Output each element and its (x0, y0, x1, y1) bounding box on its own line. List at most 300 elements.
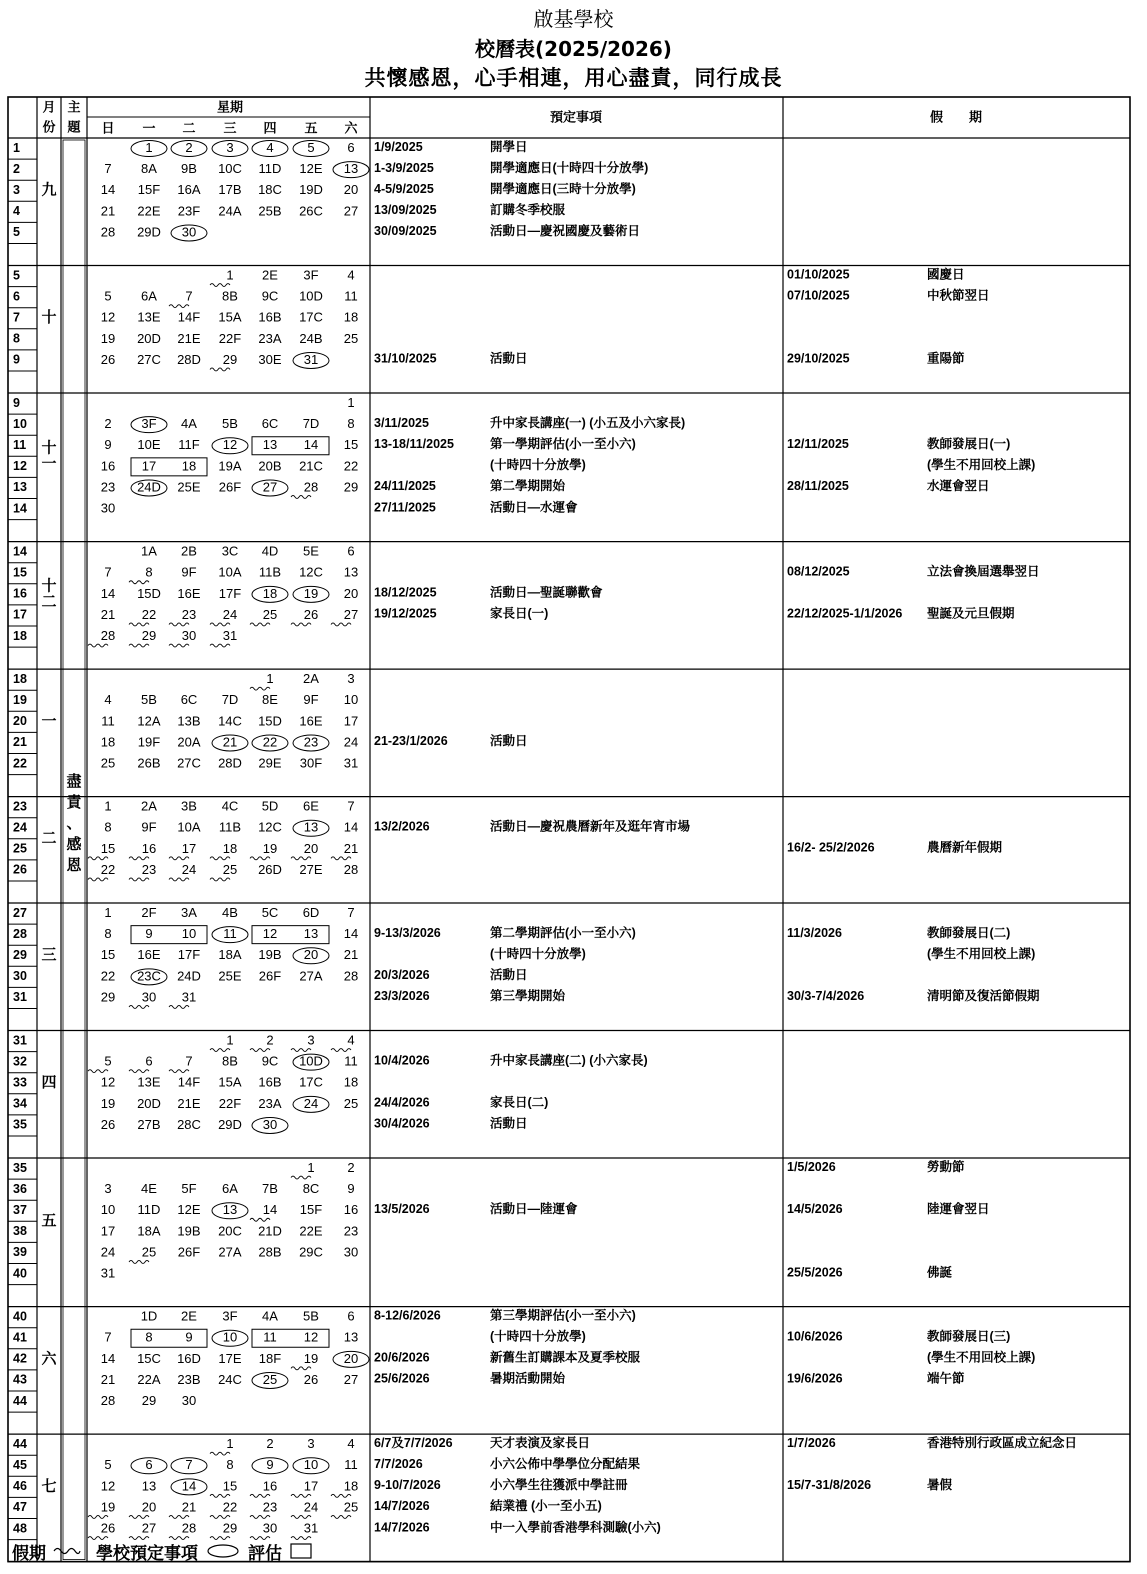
holiday-wave (291, 623, 311, 626)
holiday-wave (88, 1070, 108, 1073)
day-cell: 10D (299, 1053, 323, 1069)
day-cell: 18F (258, 1350, 282, 1366)
holiday-wave (250, 1515, 270, 1518)
day-cell: 25 (100, 755, 116, 771)
day-cell: 20 (303, 840, 319, 856)
day-cell: 2 (266, 1436, 274, 1452)
day-cell: 21 (222, 734, 238, 750)
day-cell: 28C (177, 1116, 201, 1132)
day-cell: 10 (181, 926, 197, 942)
event-text: 新舊生訂購課本及夏季校服 (490, 1350, 641, 1365)
day-cell: 20B (258, 458, 282, 474)
week-number: 9 (13, 395, 20, 410)
day-cell: 7 (347, 904, 355, 920)
day-cell: 17 (141, 458, 157, 474)
holiday-text: 水運會翌日 (927, 479, 990, 494)
day-cell: 21 (343, 947, 359, 963)
day-cell: 23 (303, 734, 319, 750)
day-cell: 15D (137, 585, 161, 601)
day-cell: 8 (104, 819, 112, 835)
holiday-text: (學生不用回校上課) (927, 947, 1036, 962)
day-cell: 21 (181, 1499, 197, 1515)
event-date: 8-12/6/2026 (374, 1308, 441, 1323)
holiday-wave (250, 857, 270, 860)
day-cell: 19 (262, 840, 278, 856)
week-number: 16 (13, 586, 27, 601)
day-cell: 17C (299, 309, 323, 325)
day-cell: 28D (218, 755, 242, 771)
day-cell: 5F (181, 1181, 197, 1197)
holiday-wave (210, 644, 230, 647)
week-number: 33 (13, 1075, 27, 1090)
day-cell: 11F (178, 437, 200, 453)
week-number: 11 (13, 438, 27, 453)
day-cell: 25 (343, 1499, 359, 1515)
day-cell: 4A (181, 416, 197, 432)
day-cell: 2 (104, 416, 112, 432)
week-number: 31 (13, 1033, 27, 1048)
day-cell: 27 (141, 1520, 157, 1536)
day-cell: 8 (145, 564, 153, 580)
day-cell: 9F (141, 819, 157, 835)
day-cell: 4B (222, 904, 238, 920)
event-date: 3/11/2025 (374, 415, 429, 430)
week-number: 5 (13, 225, 20, 240)
day-cell: 13 (222, 1202, 238, 1218)
day-cell: 4C (221, 798, 239, 814)
day-cell: 11 (223, 926, 237, 942)
day-cell: 11B (218, 819, 242, 835)
day-cell: 30 (181, 224, 197, 240)
event-text: 活動日—聖誕聯歡會 (490, 585, 603, 600)
event-text: 活動日 (490, 351, 528, 366)
day-cell: 16 (262, 1478, 278, 1494)
day-cell: 9C (261, 1053, 279, 1069)
event-text: 開學適應日(十時四十分放學) (490, 160, 649, 175)
holiday-text: 聖誕及元旦假期 (927, 606, 1015, 621)
day-cell: 8 (226, 1457, 234, 1473)
week-number: 17 (13, 607, 27, 622)
holiday-text: 勞動節 (927, 1159, 965, 1174)
day-cell: 18 (262, 585, 278, 601)
day-cell: 5D (261, 798, 279, 814)
day-cell: 16B (258, 1074, 282, 1090)
day-cell: 24D (177, 968, 201, 984)
day-cell: 14 (100, 585, 116, 601)
day-cell: 10C (218, 161, 242, 177)
holiday-wave (88, 1515, 108, 1518)
holiday-wave (250, 1218, 270, 1221)
day-cell: 16 (100, 458, 116, 474)
day-cell: 22 (100, 861, 116, 877)
week-number: 25 (13, 841, 27, 856)
day-cell: 7 (185, 1053, 193, 1069)
day-cell: 27 (343, 606, 359, 622)
day-cell: 5 (307, 139, 315, 155)
day-cell: 3 (104, 1181, 112, 1197)
event-date: 1/9/2025 (374, 139, 423, 154)
holiday-text: 教師發展日(二) (927, 925, 1011, 940)
day-cell: 31 (100, 1265, 116, 1281)
day-cell: 13 (303, 819, 319, 835)
header-month: 份 (42, 119, 56, 135)
day-cell: 9F (181, 564, 197, 580)
holiday-wave (210, 623, 230, 626)
header-weekday: 三 (223, 120, 237, 136)
month-name: 六 (41, 1350, 57, 1368)
day-cell: 19 (100, 1095, 116, 1111)
day-cell: 27 (343, 1371, 359, 1387)
day-cell: 7 (104, 1329, 112, 1345)
day-cell: 23 (262, 1499, 278, 1515)
day-cell: 20D (137, 1095, 161, 1111)
day-cell: 23 (100, 479, 116, 495)
day-cell: 29 (222, 1520, 238, 1536)
header-weekday: 一 (142, 120, 156, 136)
holiday-date: 1/5/2026 (787, 1159, 836, 1174)
holiday-wave (169, 623, 189, 626)
day-cell: 4 (347, 1436, 355, 1452)
day-cell: 5 (104, 1457, 112, 1473)
week-number: 43 (13, 1372, 27, 1387)
day-cell: 21 (100, 1371, 116, 1387)
week-number: 19 (13, 693, 27, 708)
day-cell: 28 (343, 968, 359, 984)
day-cell: 3F (141, 416, 157, 432)
day-cell: 10 (100, 1202, 116, 1218)
day-cell: 28 (303, 479, 319, 495)
week-number: 44 (13, 1436, 27, 1451)
school-name: 啟基學校 (533, 7, 614, 31)
day-cell: 15F (299, 1202, 323, 1218)
day-cell: 23 (343, 1223, 359, 1239)
day-cell: 11 (344, 288, 358, 304)
event-date: 23/3/2026 (374, 989, 430, 1004)
day-cell: 8B (222, 288, 238, 304)
event-text: 中一入學前香港學科測驗(小六) (490, 1520, 661, 1535)
day-cell: 11B (258, 564, 282, 580)
week-number: 27 (13, 905, 27, 920)
holiday-wave (210, 1494, 230, 1497)
day-cell: 1 (226, 1032, 234, 1048)
day-cell: 18 (181, 458, 197, 474)
school-motto: 共懷感恩，心手相連，用心盡責，同行成長 (364, 66, 783, 90)
day-cell: 22 (141, 606, 157, 622)
day-cell: 16E (137, 947, 161, 963)
day-cell: 2 (185, 139, 193, 155)
holiday-wave (210, 878, 230, 881)
week-number: 18 (13, 628, 27, 643)
day-cell: 21D (258, 1223, 282, 1239)
month-name: 十 (41, 577, 57, 595)
day-cell: 28 (100, 1392, 116, 1408)
day-cell: 1 (104, 904, 112, 920)
day-cell: 14 (181, 1478, 197, 1494)
day-cell: 25 (343, 330, 359, 346)
week-number: 3 (13, 183, 20, 198)
day-cell: 29 (141, 627, 157, 643)
day-cell: 26D (258, 861, 282, 877)
day-cell: 11D (258, 161, 282, 177)
holiday-text: 立法會換屆選舉翌日 (927, 564, 1040, 579)
day-cell: 6 (347, 543, 355, 559)
day-cell: 23 (181, 606, 197, 622)
day-cell: 20 (141, 1499, 157, 1515)
day-cell: 27 (343, 203, 359, 219)
day-cell: 6A (141, 288, 157, 304)
day-cell: 31 (222, 627, 238, 643)
holiday-wave (291, 495, 311, 498)
day-cell: 20 (303, 947, 319, 963)
day-cell: 25 (222, 861, 238, 877)
day-cell: 5 (104, 288, 112, 304)
day-cell: 30E (258, 351, 282, 367)
day-cell: 13 (343, 564, 359, 580)
event-box (131, 1329, 207, 1347)
holiday-date: 16/2- 25/2/2026 (787, 840, 875, 855)
week-number: 21 (13, 735, 27, 750)
day-cell: 1 (226, 267, 234, 283)
day-cell: 22F (218, 1095, 242, 1111)
header-theme: 題 (67, 119, 81, 135)
day-cell: 7D (221, 692, 239, 708)
event-text: 活動日—慶祝國慶及藝術日 (490, 224, 641, 239)
month-name: 十 (41, 439, 57, 457)
day-cell: 18 (343, 309, 359, 325)
day-cell: 12A (137, 713, 161, 729)
day-cell: 27C (177, 755, 201, 771)
day-cell: 18 (100, 734, 116, 750)
day-cell: 19 (100, 330, 116, 346)
day-cell: 30 (262, 1520, 278, 1536)
theme-text: 、 (66, 814, 82, 832)
holiday-wave (250, 1494, 270, 1497)
day-cell: 8A (141, 161, 157, 177)
day-cell: 7 (104, 564, 112, 580)
event-date: 6/7及7/7/2026 (374, 1435, 453, 1450)
holiday-wave (129, 623, 149, 626)
event-date: 9-10/7/2026 (374, 1478, 441, 1493)
event-text: 活動日 (490, 968, 528, 983)
theme-text: 責 (66, 793, 82, 811)
day-cell: 21E (177, 1095, 201, 1111)
day-cell: 4 (347, 267, 355, 283)
holiday-text: 暑假 (927, 1478, 953, 1493)
day-cell: 17B (218, 182, 242, 198)
day-cell: 31 (303, 351, 319, 367)
holiday-date: 22/12/2025-1/1/2026 (787, 606, 903, 621)
holiday-text: 佛誕 (927, 1265, 953, 1280)
header-weekday: 五 (304, 120, 318, 136)
day-cell: 23A (258, 330, 282, 346)
day-cell: 19F (137, 734, 161, 750)
holiday-text: 重陽節 (927, 351, 965, 366)
day-cell: 25E (177, 479, 201, 495)
week-number: 7 (13, 310, 20, 325)
day-cell: 29 (222, 351, 238, 367)
day-cell: 6D (302, 904, 320, 920)
week-number: 45 (13, 1458, 27, 1473)
day-cell: 26 (100, 1520, 116, 1536)
holiday-wave (88, 857, 108, 860)
holiday-wave (210, 368, 230, 371)
day-cell: 8E (262, 692, 278, 708)
day-cell: 22A (137, 1371, 161, 1387)
day-cell: 11 (344, 1457, 358, 1473)
event-date: 20/6/2026 (374, 1350, 430, 1365)
event-date: 13/09/2025 (374, 203, 437, 218)
day-cell: 15D (258, 713, 282, 729)
day-cell: 19B (258, 947, 282, 963)
event-text: (十時四十分放學) (490, 1329, 586, 1344)
event-text: 活動日 (490, 1116, 528, 1131)
day-cell: 9C (261, 288, 279, 304)
day-cell: 24A (218, 203, 242, 219)
day-cell: 6C (261, 416, 279, 432)
day-cell: 25 (141, 1244, 157, 1260)
week-number: 18 (13, 671, 27, 686)
month-name: 二 (41, 829, 57, 847)
week-number: 9 (13, 352, 20, 367)
day-cell: 2E (262, 267, 278, 283)
day-cell: 24B (299, 330, 323, 346)
day-cell: 13B (177, 713, 201, 729)
holiday-wave (210, 1515, 230, 1518)
day-cell: 28D (177, 351, 201, 367)
day-cell: 14 (100, 1350, 116, 1366)
holiday-wave (129, 1070, 149, 1073)
header-month: 月 (42, 99, 56, 115)
holiday-wave (129, 878, 149, 881)
day-cell: 7 (104, 161, 112, 177)
day-cell: 6A (222, 1181, 238, 1197)
holiday-wave (169, 857, 189, 860)
day-cell: 20 (343, 182, 359, 198)
day-cell: 19B (177, 1223, 201, 1239)
day-cell: 13E (137, 309, 161, 325)
day-cell: 1 (226, 1436, 234, 1452)
month-name: 十 (41, 309, 57, 327)
day-cell: 12C (299, 564, 323, 580)
theme-text: 盡 (66, 772, 82, 790)
day-cell: 3 (307, 1032, 315, 1048)
week-number: 40 (13, 1309, 27, 1324)
day-cell: 24 (100, 1244, 116, 1260)
holiday-wave (169, 305, 189, 308)
day-cell: 19 (303, 585, 319, 601)
day-cell: 6 (347, 139, 355, 155)
week-number: 32 (13, 1054, 27, 1069)
header-weekday-title: 星期 (216, 99, 244, 115)
day-cell: 12 (100, 1074, 116, 1090)
theme-text: 恩 (66, 856, 82, 874)
day-cell: 8 (347, 416, 355, 432)
week-number: 36 (13, 1181, 27, 1196)
day-cell: 12 (262, 926, 278, 942)
day-cell: 10 (222, 1329, 238, 1345)
holiday-date: 12/11/2025 (787, 437, 849, 452)
day-cell: 4 (104, 692, 112, 708)
event-date: 27/11/2025 (374, 500, 436, 515)
week-number: 5 (13, 268, 20, 283)
day-cell: 3 (307, 1436, 315, 1452)
holiday-date: 11/3/2026 (787, 925, 842, 940)
day-cell: 19D (299, 182, 323, 198)
day-cell: 24C (218, 1371, 242, 1387)
day-cell: 2A (303, 671, 319, 687)
holiday-wave (250, 623, 270, 626)
day-cell: 23B (177, 1371, 201, 1387)
header-weekday: 四 (263, 120, 277, 136)
day-cell: 27A (218, 1244, 242, 1260)
holiday-text: 清明節及復活節假期 (927, 989, 1040, 1004)
week-number: 22 (13, 756, 27, 771)
holiday-text: (學生不用回校上課) (927, 458, 1036, 473)
event-text: 升中家長講座(二) (小六家長) (490, 1053, 648, 1068)
day-cell: 3B (181, 798, 197, 814)
event-text: (十時四十分放學) (490, 947, 586, 962)
day-cell: 10 (303, 1457, 319, 1473)
day-cell: 22E (137, 203, 161, 219)
event-date: 14/7/2026 (374, 1499, 430, 1514)
day-cell: 22E (299, 1223, 323, 1239)
day-cell: 26C (299, 203, 323, 219)
event-text: 小六學生往獲派中學註冊 (490, 1478, 628, 1493)
day-cell: 3 (226, 139, 234, 155)
day-cell: 4A (262, 1308, 278, 1324)
day-cell: 6 (145, 1053, 153, 1069)
holiday-wave (210, 857, 230, 860)
holiday-wave (331, 1515, 351, 1518)
holiday-wave (129, 644, 149, 647)
event-text: 第一學期評估(小一至小六) (490, 437, 636, 452)
holiday-date: 1/7/2026 (787, 1435, 836, 1450)
day-cell: 18A (137, 1223, 161, 1239)
day-cell: 3F (222, 1308, 238, 1324)
day-cell: 13 (343, 161, 359, 177)
day-cell: 9F (303, 692, 319, 708)
event-date: 24/11/2025 (374, 479, 436, 494)
day-cell: 12 (222, 437, 238, 453)
day-cell: 2B (181, 543, 197, 559)
day-cell: 17 (181, 840, 197, 856)
day-cell: 12 (303, 1329, 319, 1345)
day-cell: 31 (181, 989, 197, 1005)
day-cell: 25 (262, 1371, 278, 1387)
event-text: 開學日 (490, 139, 528, 154)
day-cell: 17 (303, 1478, 319, 1494)
day-cell: 29 (141, 1392, 157, 1408)
day-cell: 30 (262, 1116, 278, 1132)
day-cell: 5B (222, 416, 238, 432)
event-date: 13/5/2026 (374, 1202, 430, 1217)
holiday-wave (331, 857, 351, 860)
day-cell: 16D (177, 1350, 201, 1366)
day-cell: 29E (258, 755, 282, 771)
week-number: 42 (13, 1351, 27, 1366)
holiday-wave (250, 1049, 270, 1052)
holiday-text: 農曆新年假期 (927, 840, 1003, 855)
day-cell: 26F (258, 968, 282, 984)
day-cell: 26 (100, 1116, 116, 1132)
day-cell: 16B (258, 309, 282, 325)
day-cell: 11 (101, 713, 115, 729)
holiday-wave (88, 644, 108, 647)
day-cell: 25B (258, 203, 282, 219)
day-cell: 13 (303, 926, 319, 942)
day-cell: 9 (185, 1329, 193, 1345)
holiday-wave (250, 687, 270, 690)
